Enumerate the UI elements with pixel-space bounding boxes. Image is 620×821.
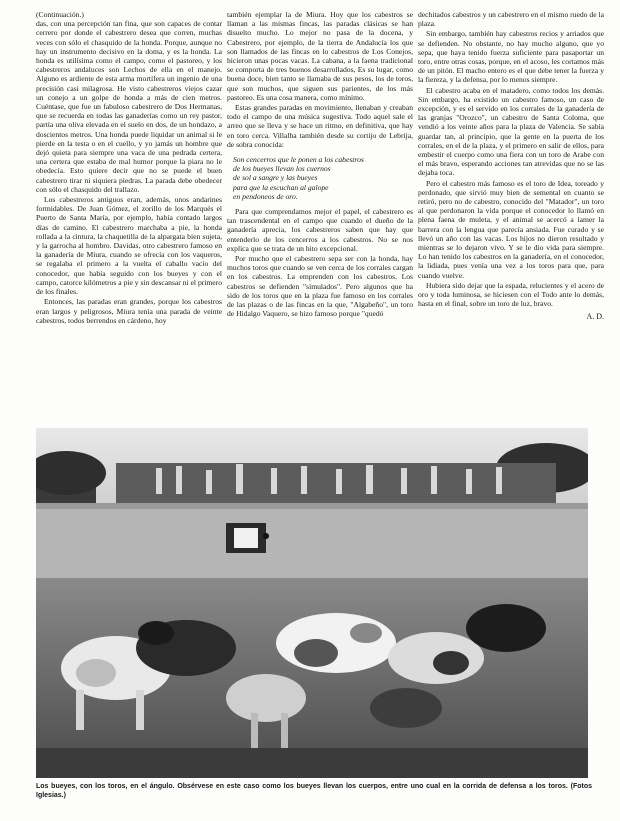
continuation-label: (Continuación.) <box>36 10 84 19</box>
paragraph: das, con una percepción tan fina, que son capaces de contar cerrero por donde el cabestrero desea que corren, muchas veces con sólo el chasquido de la honda. Porque, aunque no hay un instrumento decisivo en la doma, y es la honda. La honda es utilísima como el campo, como el pastoreo, y los cabestreros andaluces son Lechos de ella en el manejo. Alguno es ardiente de esta arma mortífera un ingenio de una precisión casi milagrosa. He visto cabestreros viejos cazar un conejo a un golpe de honda a más de cien metros. Cuéntase, que fue un fabuloso cabestrero de Dos Hermanas, que se recuerda en todas las ganaderías como un rey pastor, partía una oliva elevada en el suelo en dos, de un hondazo, a doscientos metros. Una honda puede liquidar un animal si le pierde en la testa o en el cuello, y yo jamás un hombre que dejó quieta para siempre una vaca de una pedrada certera, una certera que estaba de mal humor porque la piara no le obedecía. Esto quiere decir que no se puede el buen cabestrero tirar ni siquiera piedras. La parada debe obedecer con sólo el chasquido del trallazo. <box>36 19 222 194</box>
paragraph: Para que comprendamos mejor el papel, el cabestrero es tan trascendental en el campo que cuando el dueño de la ganadería aprecia, los cabestreros saben que hay que entenderlo de los cencerros a los cabestros. No se nos explica que se trata de un hito excepcional. <box>227 207 413 253</box>
verse-line: de sol a sangre y las bueyes <box>233 173 318 183</box>
paragraph: Entonces, las paradas eran grandes, porque los cabestros eran largos y peligrosos, Miura tenía una parada de veinte cabestros, todos berrendos en cárdeno, hoy <box>36 297 222 325</box>
paragraph: Estas grandes paradas en movimiento, llenaban y creaban todo el campo de una música sugestiva. Todo aquel sale el arreo que se lleva y se hace un ritmo, en definitiva, que hay en toro cerca. Villalba también desde su cortijo de Lebrija, de sobra conocida: <box>227 103 413 149</box>
paragraph: Los cabestreros antiguos eran, además, unos andarines formidables. De Juan Gómez, el zorillo de los Marqués el Puerto de Santa María, por ejemplo, había contado largos días de camino. El cabestrero marchaba a pie, la honda rollada a la cintura, la chaquetilla de la alpargata bien sujeta, y la garrocha al hombro. Davidas, otro cabestrero famoso en la ganadería de Miura, cuando se ofrecía con los vaqueros, se regalaba el primero a la vuelta el caballo vacío del conocedor, que había seguido con los bueyes y con el campo, catorce kilómetros a pie y sin descansar ni el primero de los finales. <box>36 195 222 297</box>
photo-caption: Los bueyes, con los toros, en el ángulo. Obsérvese en este caso como los bueyes llevan los cuerpos, entre uno cual en la corrida de defensa a los toros. (Fotos Iglesias.) <box>36 783 592 799</box>
paragraph: Sin embargo, también hay cabestros recios y arriados que se defienden. No obstante, no hay mucho alguno, que yo sepa, que haya tenido fuerza suficiente para pasaportar un toro, entre otras cosas, porque, en el acoso, les cortamos más de un pitón. El macho entero es el que debe tener la fuerza y la fiereza, y la defensa, por lo menos siempre. <box>418 29 604 85</box>
verse-line: Son cencerros que le ponen a los cabestros <box>233 155 364 165</box>
paragraph: El cabestro acaba en el matadero, como todos los demás. Sin embargo, ha existido un cabestro famoso, un caso de excepción, y es el servido en los corrales de la ganadería de las granjas "Orozco", un cabestro de Santa Coloma, que vendió a los veinte años para la plaza de Valencia. Se sabía guardar tan, al principio, que la gente en la puerta de los corrales, en el de la plaza, y el primero en salir de ellos, para embestir el cuerpo como una fiera con un toro de Arabe con el más bravo, esperando acciones tan atrevidas que no se las dejaba toca. <box>418 85 604 178</box>
paragraph: Hubiera sido dejar que la espada, relucientes y el acero de oro y toda luminosa, se hiciesen con el Todo ante lo demás, hasta en el final, sobre un toro de luz, bravo. <box>418 280 604 309</box>
cattle-photo <box>36 428 588 778</box>
article-column-2 <box>227 10 413 426</box>
verse-line: para que la escuchan al galope <box>233 182 329 192</box>
verse-line: de los bueyes llevan los cuernos <box>233 164 331 174</box>
verse-block <box>233 155 413 201</box>
paragraph: dechitados cabestros y un cabestrero en el mismo ruedo de la plaza. <box>418 10 604 29</box>
article-column-1 <box>36 10 222 426</box>
verse-line: en pendoneos de oro. <box>233 191 298 201</box>
author-signature: A. D. <box>586 311 604 321</box>
paragraph: Pero el cabestro más famoso es el toro de Idea, toreado y perdonado, que sirvió muy bien de semental en cuanto se retiró, pero no de cabestro, conocido del "Matador", un toro al que perdonaron la vida porque el conocedor lo llamó en plena faena de muleta, y el animal se acercó a lamer la barrera con la lengua que parecía ansiada. Fue curado y se llevó un año con las vacas. Los hijos no dieron resultado y mientras se lo dejaron vivo. Y se le dio vida para siempre. Lo han tenido los cabestros en la ganadería, en el conocedor, la lidiada, pues venía una vez a los toros para que, para cuando vuelve. <box>418 178 604 280</box>
paragraph: Por mucho que el cabestrero sepa ser con la honda, hay muchos toros que cuando se ven cerca de los corrales cargan en los cabestros. La emprenden con los cabestros. Los cabestros se defienden "simulados". Pero algunos que ha sido de los toros que en la plaza fue famoso en los corrales de las plazas o de las fincas en la que, "Algabeño", un toro de Hidalgo Vaquero, se hizo famoso porque "quedó <box>227 254 413 319</box>
article-column-3 <box>418 10 604 426</box>
paragraph: también ejemplar la de Miura. Hoy que los cabestros se llaman a las mismas fincas, las paradas clásicas se han disuelto mucho. Lo mejor no pasa de la docena, y Cabestrero, por ejemplo, de la tierra de Andalucía los que son llamados de las fincas en lo cabestros de Los Conejos, hicieron unas pocas vacas. La cabana, a la faena tradicional se comporta de tres buenos desarrollados, Es su lugar, como buena doce, bien tanto se llamaba de sus pesos, los de toros, que son muchos, que siguen sus parientes, de los más pastoreo. Es una cosa manera, como mínimo. <box>227 10 413 102</box>
